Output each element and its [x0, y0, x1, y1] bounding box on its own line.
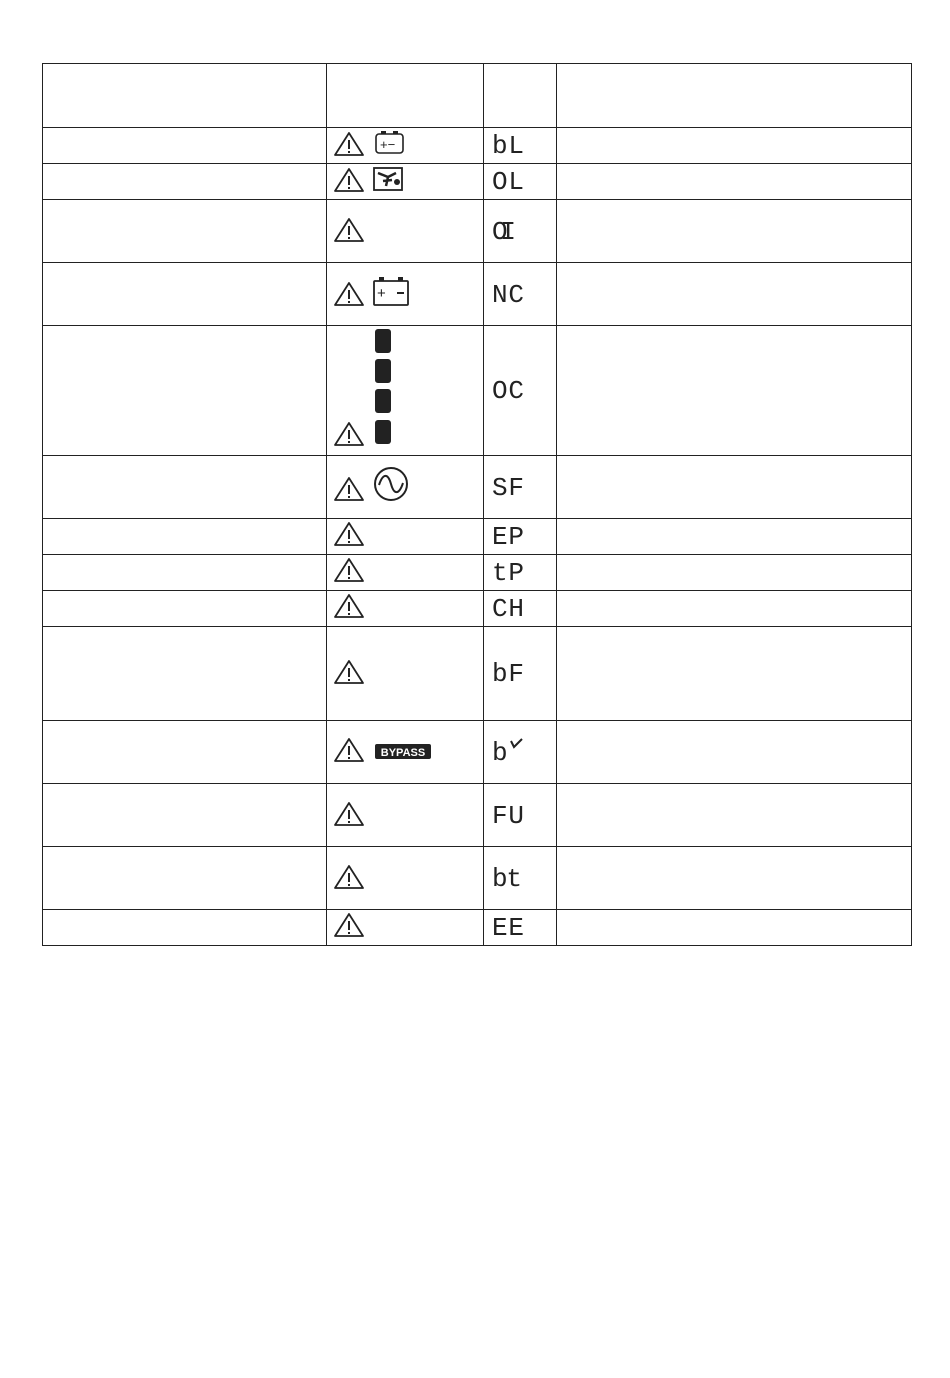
- desc-cell: [43, 910, 327, 946]
- note-cell: [557, 784, 912, 847]
- table-row: [43, 263, 912, 326]
- code-cell: [484, 847, 557, 910]
- header-cell-2: [327, 64, 484, 128]
- desc-cell: [43, 721, 327, 784]
- note-cell: [557, 721, 912, 784]
- code-display: EP: [492, 522, 524, 549]
- warning-code-table: [42, 63, 912, 946]
- overload-icon: [374, 168, 402, 190]
- icon-cell: [327, 591, 484, 627]
- header-cell-3: [484, 64, 557, 128]
- warning-triangle-icon: [335, 423, 363, 445]
- icon-cell: [327, 555, 484, 591]
- code-cell: [484, 263, 557, 326]
- table-row: [43, 910, 912, 946]
- table-row: [43, 627, 912, 721]
- warning-triangle-icon: [335, 739, 363, 761]
- icon-cell: [327, 627, 484, 721]
- code-cell: [484, 164, 557, 200]
- desc-cell: [43, 627, 327, 721]
- icon-cell: [327, 326, 484, 456]
- bypass-badge: [375, 744, 431, 759]
- code-display: bt: [492, 863, 522, 891]
- note-cell: [557, 164, 912, 200]
- icon-cell: [327, 910, 484, 946]
- code-display: SF: [492, 472, 524, 500]
- code-display: FU: [492, 800, 524, 828]
- desc-cell: [43, 200, 327, 263]
- code-display: bF: [492, 659, 524, 686]
- desc-cell: [43, 164, 327, 200]
- icon-cell: [327, 721, 484, 784]
- note-cell: [557, 128, 912, 164]
- code-cell: [484, 555, 557, 591]
- code-display: OI: [492, 216, 516, 244]
- warning-triangle-icon: [335, 803, 363, 825]
- table-row: [43, 164, 912, 200]
- note-cell: [557, 627, 912, 721]
- desc-cell: [43, 456, 327, 519]
- note-cell: [557, 847, 912, 910]
- note-cell: [557, 555, 912, 591]
- table-row: [43, 555, 912, 591]
- note-cell: [557, 326, 912, 456]
- desc-cell: [43, 519, 327, 555]
- code-display: EE: [492, 913, 524, 940]
- desc-cell: [43, 263, 327, 326]
- note-cell: [557, 456, 912, 519]
- table-row: [43, 721, 912, 784]
- code-cell: [484, 627, 557, 721]
- svg-text:b: b: [492, 737, 508, 765]
- code-cell: [484, 128, 557, 164]
- icon-cell: [327, 128, 484, 164]
- table-row: [43, 519, 912, 555]
- code-display: tP: [492, 558, 524, 585]
- table-row: [43, 200, 912, 263]
- warning-triangle-icon: [335, 866, 363, 888]
- warning-triangle-icon: [335, 595, 363, 617]
- note-cell: [557, 591, 912, 627]
- battery-small-icon: [376, 131, 403, 153]
- desc-cell: [43, 591, 327, 627]
- table-row: [43, 456, 912, 519]
- note-cell: [557, 263, 912, 326]
- warning-triangle-icon: [335, 559, 363, 581]
- icon-cell: [327, 456, 484, 519]
- warning-triangle-icon: [335, 219, 363, 241]
- code-cell: [484, 784, 557, 847]
- code-display-bY: [492, 738, 522, 765]
- table-row: [43, 128, 912, 164]
- note-cell: [557, 200, 912, 263]
- table-row: [43, 847, 912, 910]
- icon-cell: [327, 519, 484, 555]
- battery-icon: [374, 277, 408, 305]
- bypass-badge-label: BYPASS: [380, 746, 426, 759]
- note-cell: [557, 910, 912, 946]
- sine-wave-icon: [375, 468, 407, 500]
- desc-cell: [43, 326, 327, 456]
- warning-triangle-icon: [335, 478, 363, 500]
- header-cell-4: [557, 64, 912, 128]
- desc-cell: [43, 128, 327, 164]
- warning-triangle-icon: [335, 523, 363, 545]
- desc-cell: [43, 784, 327, 847]
- code-display: CH: [492, 594, 524, 621]
- desc-cell: [43, 555, 327, 591]
- code-cell: [484, 200, 557, 263]
- icon-cell: [327, 784, 484, 847]
- icon-cell: [327, 164, 484, 200]
- table-row: [43, 326, 912, 456]
- note-cell: [557, 519, 912, 555]
- warning-triangle-icon: [335, 661, 363, 683]
- code-cell: [484, 910, 557, 946]
- icon-cell: [327, 847, 484, 910]
- code-cell: [484, 326, 557, 456]
- code-display: bL: [492, 131, 524, 158]
- table-row: [43, 784, 912, 847]
- table-row: [43, 591, 912, 627]
- code-cell: [484, 591, 557, 627]
- warning-triangle-icon: [335, 914, 363, 936]
- code-display: OL: [492, 167, 524, 194]
- icon-cell: [327, 263, 484, 326]
- code-cell: [484, 456, 557, 519]
- code-cell: [484, 721, 557, 784]
- warning-triangle-icon: [335, 169, 363, 191]
- code-cell: [484, 519, 557, 555]
- code-display: NC: [492, 279, 524, 307]
- header-cell-1: [43, 64, 327, 128]
- level-bars-icon: [375, 329, 391, 444]
- table-header-row: [43, 64, 912, 128]
- code-display: OC: [492, 376, 524, 403]
- icon-cell: [327, 200, 484, 263]
- warning-triangle-icon: [335, 133, 363, 155]
- icon-group: [327, 128, 482, 158]
- warning-triangle-icon: [335, 283, 363, 305]
- svg-text:+−: +−: [380, 137, 396, 152]
- svg-text:+: +: [377, 284, 386, 302]
- desc-cell: [43, 847, 327, 910]
